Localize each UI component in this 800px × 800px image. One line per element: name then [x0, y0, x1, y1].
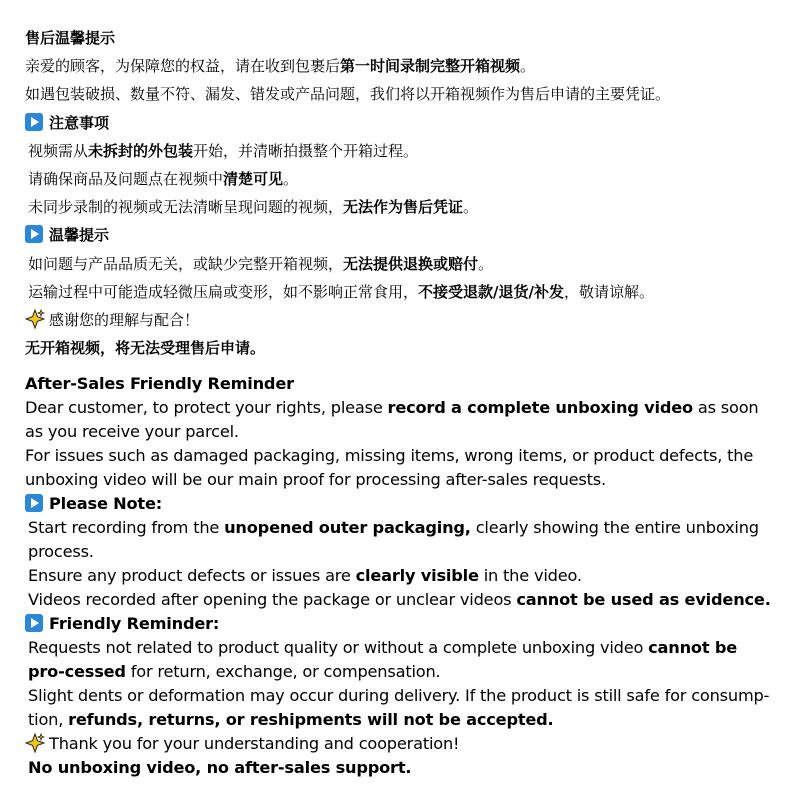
- en-title: After-Sales Friendly Reminder: [25, 374, 294, 393]
- chinese-notice: [25, 24, 785, 362]
- zh-section2-item2: 运输过程中可能造成轻微压扁或变形，如不影响正常食用，不接受退款/退货/补发，敬请谅解。: [28, 282, 654, 301]
- en-section1-heading: Please Note:: [25, 492, 775, 516]
- en-thanks: Thank you for your understanding and cooperation!: [25, 732, 775, 756]
- zh-section2-item1: 如问题与产品品质无关，或缺少完整开箱视频，无法提供退换或赔付。: [28, 254, 494, 273]
- zh-section2-heading: 温馨提示: [25, 221, 785, 249]
- en-section2-item1: Requests not related to product quality or without a complete unboxing video cannot be pro-cessed for return, exchange, or compensation.: [28, 638, 737, 681]
- sparkle-icon: [25, 309, 45, 329]
- zh-section1-item2: 请确保商品及问题点在视频中清楚可见。: [28, 170, 299, 189]
- en-line2: For issues such as damaged packaging, missing items, wrong items, or product defects, the unboxing video will be our main proof for processing after-sales requests.: [25, 446, 754, 489]
- english-notice: [25, 372, 775, 780]
- zh-title: 售后温馨提示: [25, 29, 116, 47]
- zh-section1-item3: 未同步录制的视频或无法清晰呈现问题的视频，无法作为售后凭证。: [28, 198, 479, 217]
- play-icon: [25, 113, 43, 131]
- zh-thanks: 感谢您的理解与配合！: [25, 306, 785, 334]
- zh-intro: 亲爱的顾客，为保障您的权益，请在收到包裹后第一时间录制完整开箱视频。: [25, 57, 536, 76]
- en-section1-item2: Ensure any product defects or issues are clearly visible in the video.: [28, 566, 582, 585]
- en-intro: Dear customer, to protect your rights, please record a complete unboxing video as soon as you receive your parcel.: [25, 398, 759, 441]
- zh-section1-heading: 注意事项: [25, 109, 785, 137]
- sparkle-icon: [25, 733, 45, 753]
- en-section2-item2: Slight dents or deformation may occur during delivery. If the product is still safe for consump-tion, refunds, returns, or reshipments will not be accepted.: [28, 686, 770, 729]
- play-icon: [25, 614, 43, 632]
- zh-section1-item1: 视频需从未拆封的外包装开始，并清晰拍摄整个开箱过程。: [28, 141, 419, 160]
- play-icon: [25, 225, 43, 243]
- en-section1-item3: Videos recorded after opening the package or unclear videos cannot be used as evidence.: [28, 590, 771, 609]
- zh-closing: 无开箱视频，将无法受理售后申请。: [25, 339, 266, 358]
- en-closing: No unboxing video, no after-sales support.: [28, 758, 412, 777]
- en-section2-heading: Friendly Reminder:: [25, 612, 775, 636]
- en-section1-item1: Start recording from the unopened outer packaging, clearly showing the entire unboxing process.: [28, 518, 759, 561]
- play-icon: [25, 494, 43, 512]
- zh-line2: 如遇包装破损、数量不符、漏发、错发或产品问题，我们将以开箱视频作为售后申请的主要凭证。: [25, 85, 671, 104]
